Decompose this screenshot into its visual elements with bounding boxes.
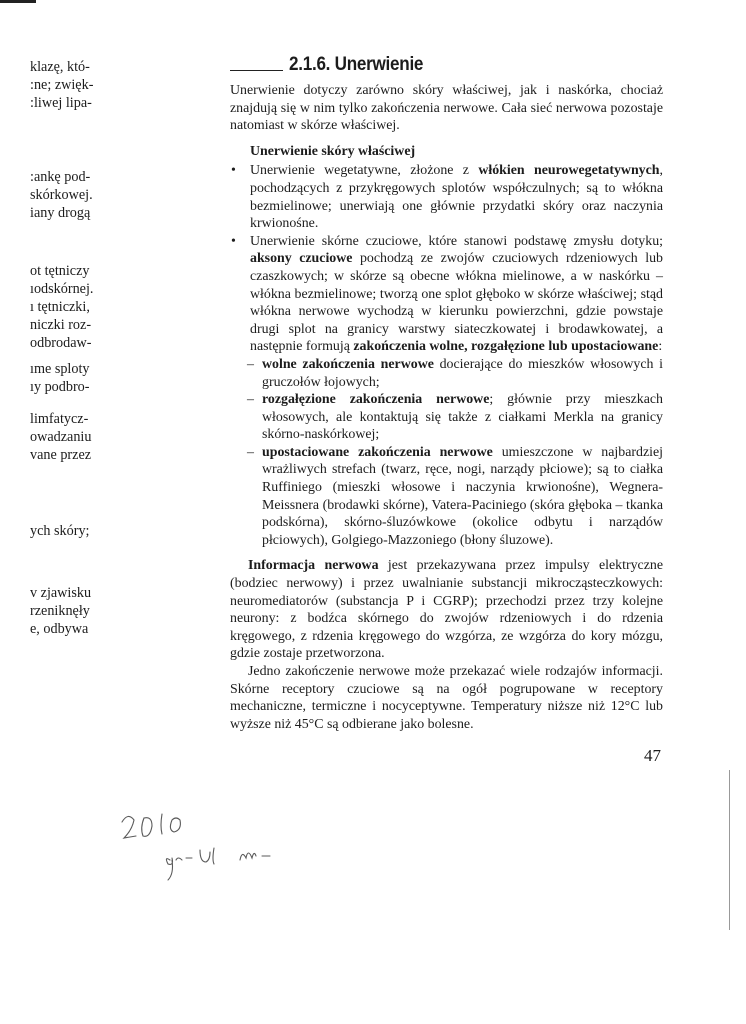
fragment-line: niczki roz- [30, 317, 92, 333]
fragment-line: v zjawisku [30, 585, 92, 601]
dash-bold-term: upostaciowane zakończenia nerwowe [262, 444, 493, 460]
fragment-line: odbrodaw- [30, 335, 92, 351]
paragraph: Jedno zakończenie nerwowe może przekazać wiele rodzajów informacji. Skórne receptory czuciowe są na ogół pogrupowane w receptory mechaniczne, termiczne i nocyceptywne. Temperatury niższe niż 12°C lub wyższe niż 45°C są odbierane jako bolesne. [230, 664, 663, 732]
fragment-line: rzeniknęły [30, 603, 90, 619]
fragment-line: ot tętniczy [30, 263, 90, 279]
intro-paragraph: Unerwienie dotyczy zarówno skóry właściwej, jak i naskórka, chociaż znajdują się w nim tylko zakończenia nerwowe. Cała sieć nerwowa pozostaje natomiast w skórze właściwej. [230, 83, 663, 134]
fragment-line: :ankę pod- [30, 169, 91, 185]
bullet-text: Unerwienie skórne czuciowe, które stanowi podstawę zmysłu dotyku; [250, 233, 663, 249]
bullet-bold-term: zakończenia wolne, rozgałęzione lub upostaciowane [353, 339, 659, 355]
fragment-line: ıy podbro- [30, 379, 90, 395]
paragraph-text: jest przekazywana przez impulsy elektryczne (bodziec nerwowy) i przez uwalnianie substancji mikrocząsteczkowych: neuromediatorów (substancja P i CGRP); przechodzi przez trzy kolejne neurony: z bodźca skórnego do zwojów rdzeniowych i do rdzenia kręgowego, z rdzenia kręgowego do wzgórza, ze wzgórza do kory mózgu, gdzie zostaje przetworzona. [230, 558, 663, 662]
fragment-group [30, 584, 91, 638]
main-text-column [230, 82, 663, 733]
heading-rule [230, 70, 283, 71]
dash-list [230, 356, 663, 550]
bullet-item [230, 162, 663, 232]
bullet-text: pochodzą ze zwojów czuciowych rdzeniowych lub czaszkowych; w skórze są obecne włókna mielinowe, a w naskórku – włókna bezmielinowe; tworzą one splot głęboko w skórze właściwej; stąd włókna nerwowe wychodzą w kierunku powierzchni, gdzie powstaje drugi splot na granicy warstwy siateczkowatej i brodawkowatej, a następnie formują [250, 251, 663, 355]
section-heading [230, 54, 438, 76]
subheading: Unerwienie skóry właściwej [250, 143, 416, 159]
dash-item [230, 391, 663, 444]
fragment-line: vane przez [30, 447, 92, 463]
fragment-line: ıme sploty [30, 361, 90, 377]
fragment-line: limfatycz- [30, 411, 89, 427]
fragment-line: :liwej lipa- [30, 95, 92, 111]
dash-text: umieszczone w najbardziej wrażliwych strefach (twarz, ręce, nogi, narządy płciowe); są to ciałka Ruffiniego (mieszki włosowe i naczynia krwionośne), Wegnera-Meissnera (brodawki skórne), Vatera-Paciniego (skóra głęboka – tkanka podskórna), skórno-śluzówkowe (okolice odbytu i narządów płciowych), Golgiego-Mazzoniego (błony śluzowe). [262, 444, 663, 548]
fragment-line: skórkowej. [30, 187, 93, 203]
dash-item [230, 444, 663, 550]
bullet-item [230, 233, 663, 550]
handwritten-note [110, 790, 310, 890]
bullet-bold-term: aksony czuciowe [250, 251, 353, 267]
paragraph [230, 557, 663, 663]
dash-bold-term: rozgałęzione zakończenia nerwowe [262, 392, 490, 408]
fragment-line: :ne; zwięk- [30, 77, 94, 93]
dash-text: ; głównie przy mieszkach włosowych, ale kontaktują się także z ciałkami Merkla na granicy skórno-naskórkowej; [262, 392, 663, 443]
bullet-text: : [658, 339, 663, 355]
fragment-group [30, 58, 93, 112]
scan-edge-line [729, 770, 730, 930]
bullet-text: , pochodzących z przykręgowych splotów współczulnych; są to włókna bezmielinowe; unerwiają one głównie przydatki skóry oraz naczynia krwionośne. [250, 163, 663, 232]
dash-bold-term: wolne zakończenia nerwowe [262, 356, 434, 372]
page-number: 47 [644, 746, 661, 765]
fragment-group [30, 262, 93, 352]
paragraph-bold-term: Informacja nerwowa [248, 558, 379, 574]
fragment-line: ıodskórnej. [30, 281, 94, 297]
fragment-line: klazę, któ- [30, 59, 90, 75]
fragment-group [30, 522, 90, 540]
fragment-group [30, 168, 93, 222]
paragraph-gap [230, 549, 663, 557]
fragment-line: ych skóry; [30, 523, 90, 539]
bullet-bold-term: włókien neurowegetatywnych [478, 163, 660, 179]
dash-item [230, 356, 663, 391]
fragment-line: e, odbywa [30, 621, 89, 637]
bullet-list [230, 162, 663, 549]
section-title: 2.1.6. Unerwienie [289, 54, 424, 75]
fragment-group [30, 410, 91, 464]
fragment-group [30, 360, 90, 396]
fragment-line: iany drogą [30, 205, 91, 221]
fragment-line: ı tętniczki, [30, 299, 90, 315]
facing-page-fragments [0, 0, 110, 1024]
fragment-line: owadzaniu [30, 429, 92, 445]
bullet-text: Unerwienie wegetatywne, złożone z [250, 163, 479, 179]
dash-text: docierające do mieszków włosowych i gruczołów łojowych; [262, 356, 664, 390]
